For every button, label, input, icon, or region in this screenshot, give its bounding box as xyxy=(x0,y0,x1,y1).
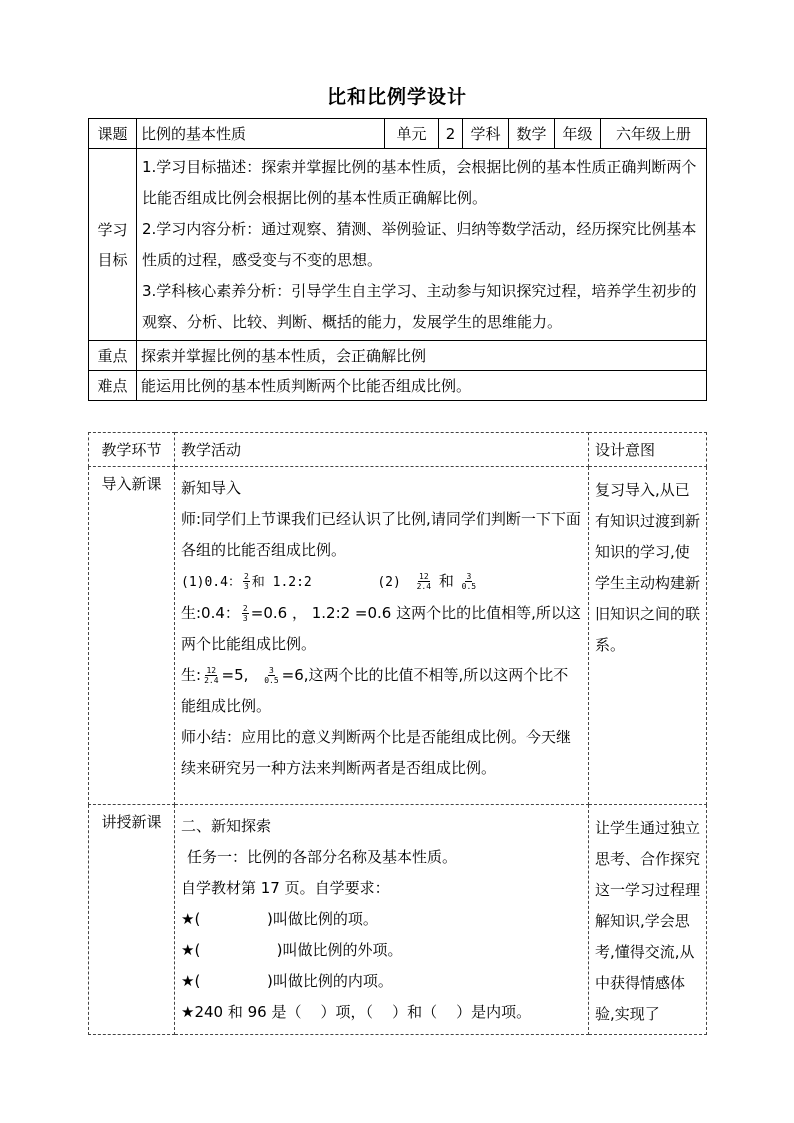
key-point-text: 探索并掌握比例的基本性质，会正确解比例 xyxy=(137,341,707,371)
star-item: ★( )叫做比例的外项。 xyxy=(181,941,403,959)
unit-label: 单元 xyxy=(385,119,439,149)
goal-item: 1.学习目标描述：探索并掌握比例的基本性质，会根据比例的基本性质正确判断两个比能否组成比例会根据比例的基本性质正确解比例。 xyxy=(142,157,697,207)
s2-fraction-2: $\frac{3}{0.5}$ xyxy=(264,666,279,685)
lesson-info-table xyxy=(88,118,707,401)
q1-prefix: (1)0.4： xyxy=(181,575,241,590)
subject-value: 数学 xyxy=(509,119,555,149)
stage-explore: 讲授新课 xyxy=(89,805,175,1035)
self-study: 自学教材第 17 页。自学要求： xyxy=(181,879,390,897)
q1-suffix: 和 1.2:2 xyxy=(251,575,312,590)
intro-heading: 新知导入 xyxy=(181,479,242,497)
q2-prefix: (2) xyxy=(377,575,401,590)
key-point-label: 重点 xyxy=(89,341,137,371)
explore-design-intent: 让学生通过独立思考、合作探究这一学习过程理解知识,学会思考,懂得交流,从中获得情感体验,实现了 xyxy=(589,805,707,1035)
difficulty-text: 能运用比例的基本性质判断两个比能否组成比例。 xyxy=(137,371,707,401)
s1-fraction: $\frac{2}{3}$ xyxy=(242,604,248,623)
student-answer-2: 生: $\frac{12}{2.4}$ =5, $\frac{3}{0.5}$ =6,这两个比的比值不相等,所以这两个比不能组成比例。 xyxy=(181,666,569,715)
unit-value: 2 xyxy=(439,119,463,149)
q1-fraction: $\frac{2}{3}$ xyxy=(243,572,249,591)
difficulty-label: 难点 xyxy=(89,371,137,401)
goals-label-1: 学习 xyxy=(97,220,128,239)
goals-label xyxy=(89,149,137,341)
header-design: 设计意图 xyxy=(589,433,707,467)
star-item: ★240 和 96 是（ ）项，（ ）和（ ）是内项。 xyxy=(181,1003,532,1021)
explore-activity xyxy=(175,805,589,1035)
teacher-question: 师:同学们上节课我们已经认识了比例,请同学们判断一下下面各组的比能否组成比例。 xyxy=(181,510,581,559)
goal-item: 3.学科核心素养分析：引导学生自主学习、主动参与知识探究过程，培养学生初步的观察、分析、比较、判断、概括的能力，发展学生的思维能力。 xyxy=(142,281,697,331)
q2-and: 和 xyxy=(438,572,454,590)
q2-fraction-1: $\frac{12}{2.4}$ xyxy=(416,572,432,591)
stage-intro: 导入新课 xyxy=(89,467,175,805)
intro-activity xyxy=(175,467,589,805)
page-title: 比和比例学设计 xyxy=(326,86,467,108)
q2-fraction-2: $\frac{3}{0.5}$ xyxy=(461,572,477,591)
task-one: 任务一：比例的各部分名称及基本性质。 xyxy=(187,848,458,866)
header-stage: 教学环节 xyxy=(89,433,175,467)
header-activity: 教学活动 xyxy=(175,433,589,467)
grade-label: 年级 xyxy=(555,119,601,149)
goals-label-2: 目标 xyxy=(97,250,128,269)
subject-label: 学科 xyxy=(463,119,509,149)
teacher-summary: 师小结：应用比的意义判断两个比是否能组成比例。今天继续来研究另一种方法来判断两者是否组成比例。 xyxy=(181,728,572,777)
teaching-process-table xyxy=(88,432,707,1035)
star-item: ★( )叫做比例的项。 xyxy=(181,910,378,928)
goals-content xyxy=(137,149,707,341)
question-items xyxy=(181,566,582,598)
goal-item: 2.学习内容分析：通过观察、猜测、举例验证、归纳等数学活动，经历探究比例基本性质的过程，感受变与不变的思想。 xyxy=(142,219,697,269)
intro-design-intent: 复习导入,从已有知识过渡到新知识的学习,使学生主动构建新旧知识之间的联系。 xyxy=(589,467,707,805)
star-item: ★( )叫做比例的内项。 xyxy=(181,972,393,990)
explore-heading: 二、新知探索 xyxy=(181,817,272,835)
topic-value: 比例的基本性质 xyxy=(137,119,385,149)
student-answer-1: 生:0.4： $\frac{2}{3}$ =0.6 ， 1.2:2 =0.6 这两个比的比值相等,所以这两个比能组成比例。 xyxy=(181,604,581,653)
topic-label: 课题 xyxy=(89,119,137,149)
grade-value: 六年级上册 xyxy=(601,119,707,149)
s2-fraction-1: $\frac{12}{2.4}$ xyxy=(204,666,219,685)
